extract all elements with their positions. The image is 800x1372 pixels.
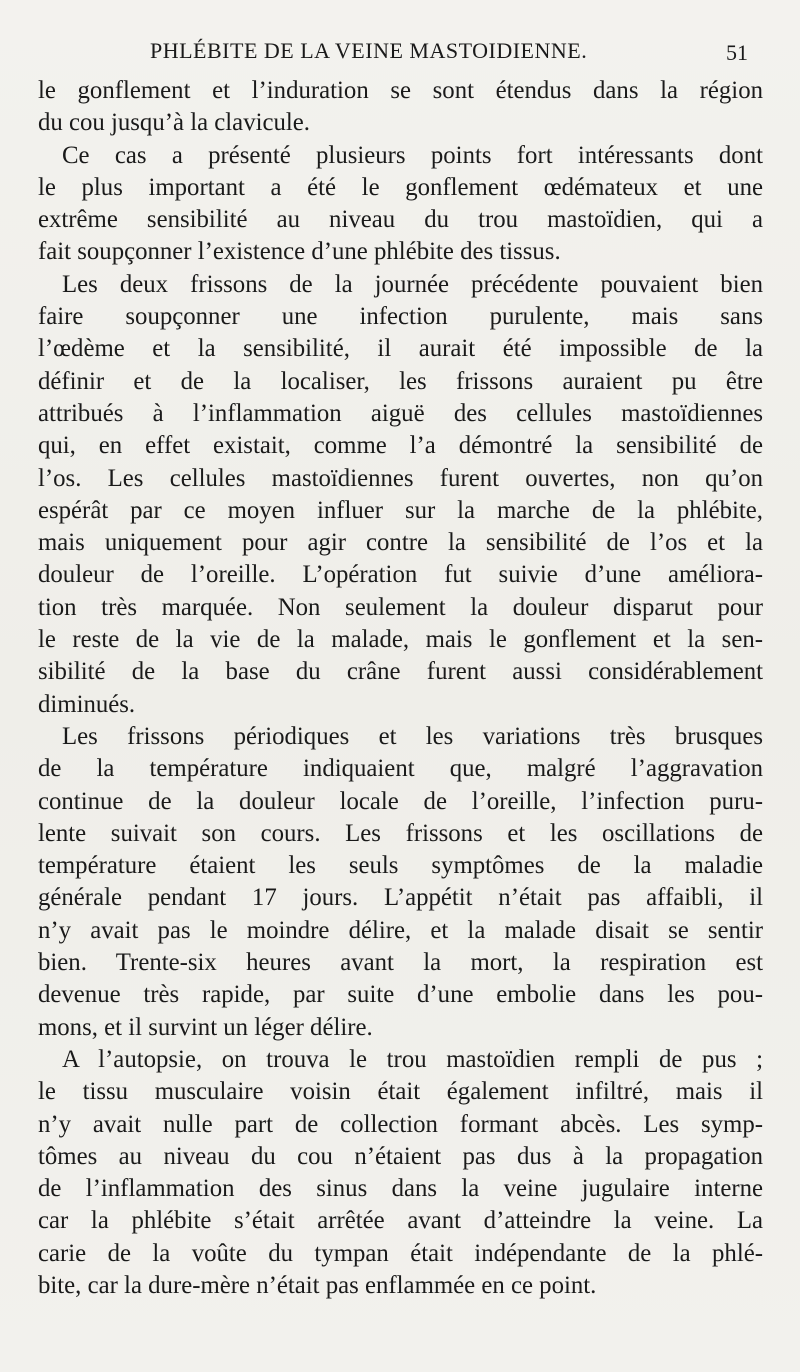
text-line: du cou jusqu’à la clavicule. [38,109,310,137]
text-line: diminués. [38,690,136,718]
text-line: fait soupçonner l’existence d’une phlébite des tissus. [38,238,561,266]
text-line: Ce cas a présenté plusieurs points fort intéressants dont [62,141,763,169]
text-line: lente suivait son cours. Les frissons et les oscillations de [38,819,763,847]
text-line: n’y avait nulle part de collection formant abcès. Les symp- [38,1110,763,1138]
text-line: sibilité de la base du crâne furent aussi considérablement [38,658,763,686]
text-line: douleur de l’oreille. L’opération fut suivie d’une améliora- [38,561,763,589]
text-line: espérât par ce moyen influer sur la marche de la phlébite, [38,496,763,524]
text-line: le tissu musculaire voisin était également infiltré, mais il [38,1078,763,1106]
text-line: mons, et il survint un léger délire. [38,1013,373,1041]
text-line: mais uniquement pour agir contre la sensibilité de l’os et la [38,529,763,557]
text-line: le plus important a été le gonflement œdémateux et une [38,173,763,201]
text-line: extrême sensibilité au niveau du trou mastoïdien, qui a [38,206,763,234]
text-line: carie de la voûte du tympan était indépendante de la phlé- [38,1239,763,1267]
text-line: car la phlébite s’était arrêtée avant d’atteindre la veine. La [38,1207,763,1235]
running-title: PHLÉBITE DE LA VEINE MASTOIDIENNE. [150,38,588,63]
text-line: de l’inflammation des sinus dans la veine jugulaire interne [38,1175,763,1203]
text-line: le reste de la vie de la malade, mais le gonflement et la sen- [38,626,763,654]
text-line: devenue très rapide, par suite d’une embolie dans les pou- [38,981,763,1009]
text-line: attribués à l’inflammation aiguë des cellules mastoïdiennes [38,399,763,427]
text-line: définir et de la localiser, les frissons auraient pu être [38,367,763,395]
page-number: 51 [726,40,748,65]
page-header [150,38,748,70]
text-line: l’os. Les cellules mastoïdiennes furent ouvertes, non qu’on [38,464,763,492]
text-line: de la température indiquaient que, malgré l’aggravation [38,755,763,783]
text-line: tion très marquée. Non seulement la douleur disparut pour [38,593,763,621]
text-line: générale pendant 17 jours. L’appétit n’était pas affaibli, il [38,884,763,912]
text-line: l’œdème et la sensibilité, il aurait été impossible de la [38,335,763,363]
text-line: Les deux frissons de la journée précédente pouvaient bien [62,270,763,298]
text-line: le gonflement et l’induration se sont étendus dans la région [38,77,763,104]
text-line: Les frissons périodiques et les variations très brusques [62,722,763,750]
text-line: faire soupçonner une infection purulente, mais sans [38,303,763,331]
text-line: bite, car la dure-mère n’était pas enflammée en ce point. [38,1271,597,1299]
text-line: continue de la douleur locale de l’oreille, l’infection puru- [38,787,763,815]
text-line: bien. Trente-six heures avant la mort, la respiration est [38,949,763,977]
body-text [38,75,763,1302]
text-line: tômes au niveau du cou n’étaient pas dus à la propagation [38,1142,763,1170]
text-line: température étaient les seuls symptômes de la maladie [38,852,763,880]
text-line: n’y avait pas le moindre délire, et la malade disait se sentir [38,916,763,944]
text-line: qui, en effet existait, comme l’a démontré la sensibilité de [38,432,763,460]
text-line: A l’autopsie, on trouva le trou mastoïdien rempli de pus ; [62,1045,763,1073]
